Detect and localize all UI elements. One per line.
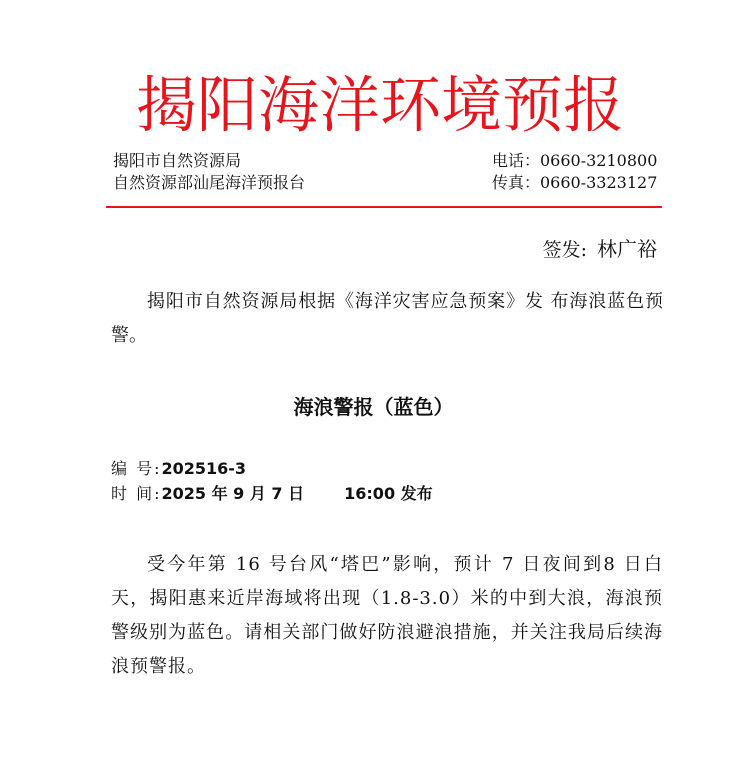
org-line-1: 揭阳市自然资源局 <box>113 151 242 170</box>
number-label: 编 号: <box>111 459 162 478</box>
phone-number: 电话：0660-3210800 <box>492 151 658 170</box>
time-label: 时 间: <box>111 484 162 503</box>
bulletin-time <box>111 483 433 505</box>
fax-number: 传真：0660-3323127 <box>492 173 658 192</box>
signer-label: 签发: <box>542 239 587 261</box>
time-issue: 16:00 发布 <box>344 484 433 503</box>
masthead-title: 揭阳海洋环境预报 <box>135 70 624 141</box>
number-value: 202516-3 <box>161 459 247 478</box>
bulletin-title: 海浪警报（蓝色） <box>293 395 454 419</box>
header-divider <box>106 206 662 208</box>
bulletin-number <box>111 458 246 480</box>
time-date: 2025 年 9 月 7 日 <box>161 484 305 503</box>
signer <box>543 236 657 263</box>
intro-paragraph: 揭阳市自然资源局根据《海洋灾害应急预案》发 布海浪蓝色预警。 <box>111 291 663 346</box>
signer-name: 林广裕 <box>597 237 657 261</box>
body-paragraph: 受今年第 16 号台风“塔巴”影响，预计 7 日夜间到8 日白天，揭阳惠来近岸海域将出现（1.8-3.0）米的中到大浪，海浪预警级别为蓝色。请相关部门做好防浪避浪措施，并关注我局后续海浪预警报。 <box>111 554 663 677</box>
org-line-2: 自然资源部汕尾海洋预报台 <box>113 173 306 192</box>
